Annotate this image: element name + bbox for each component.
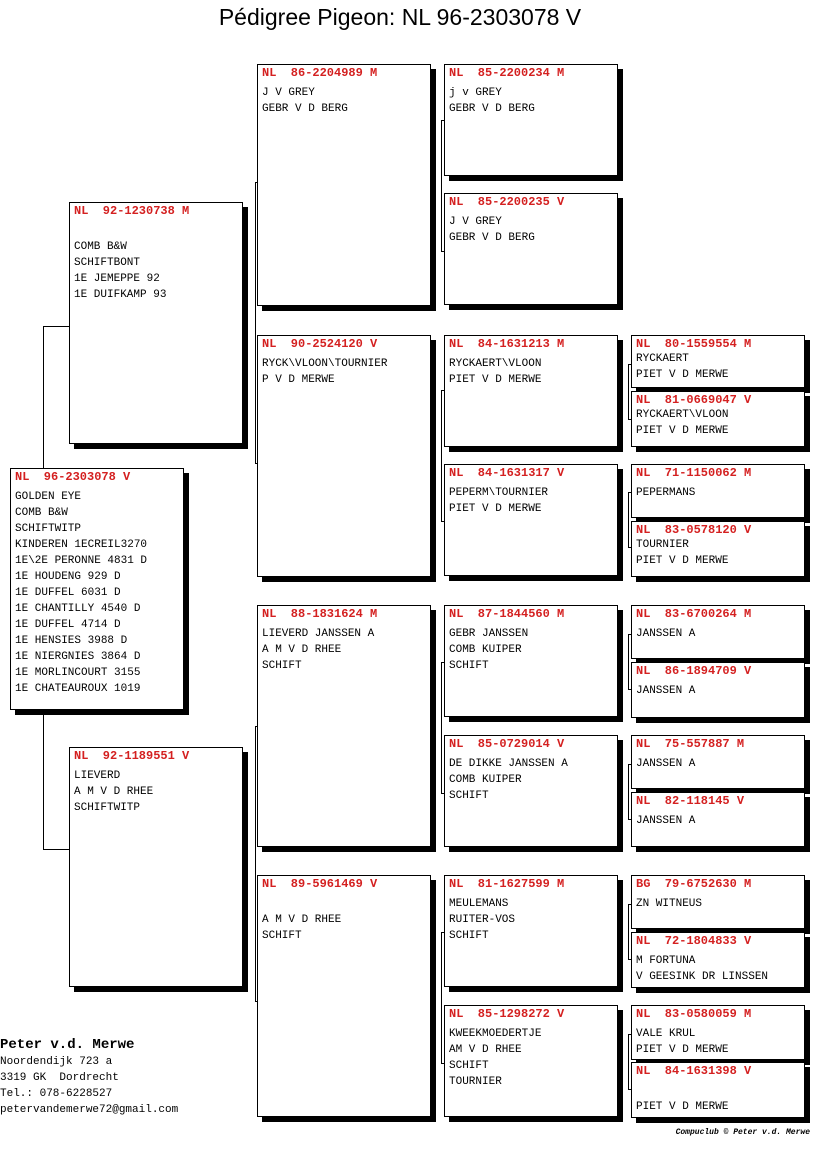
info-line: RYCKAERT\VLOON: [636, 409, 729, 421]
pigeon-card-ggp7: [444, 875, 618, 987]
ring-number: NL 72-1804833 V: [636, 934, 752, 948]
pigeon-card-g5-11: [631, 1005, 805, 1060]
info-line: PEPERM\TOURNIER: [449, 487, 549, 499]
info-line: GEBR JANSSEN: [449, 628, 529, 640]
ring-number: NL 87-1844560 M: [449, 607, 565, 621]
info-line: TOURNIER: [449, 1076, 502, 1088]
info-line: PIET V D MERWE: [449, 503, 542, 515]
owner-name: Peter v.d. Merwe: [0, 1037, 135, 1053]
info-line: J V GREY: [449, 216, 502, 228]
info-line: RYCKAERT\VLOON: [449, 358, 542, 370]
pigeon-card-ggp4: [444, 464, 618, 576]
info-line: GOLDEN EYE: [15, 491, 82, 503]
ring-number: NL 85-1298272 V: [449, 1007, 565, 1021]
pigeon-card-ggp2: [444, 193, 618, 305]
pigeon-card-gp3: [257, 605, 431, 847]
info-line: DE DIKKE JANSSEN A: [449, 758, 568, 770]
credit-text: Compuclub © Peter v.d. Merwe: [675, 1128, 810, 1137]
pigeon-card-ggp5: [444, 605, 618, 717]
info-line: 1E MORLINCOURT 3155: [15, 667, 141, 679]
pigeon-card-g5-7: [631, 735, 805, 789]
pigeon-card-gp4: [257, 875, 431, 1117]
info-line: SCHIFTWITP: [15, 523, 82, 535]
ring-number: NL 92-1230738 M: [74, 204, 190, 218]
info-line: LIEVERD: [74, 770, 121, 782]
page-title: Pédigree Pigeon: NL 96-2303078 V: [218, 4, 582, 30]
info-line: TOURNIER: [636, 539, 689, 551]
info-line: PIET V D MERWE: [636, 425, 729, 437]
info-line: M FORTUNA: [636, 955, 696, 967]
info-line: COMB KUIPER: [449, 644, 522, 656]
info-line: SCHIFT: [262, 660, 302, 672]
info-line: GEBR V D BERG: [262, 103, 348, 115]
owner-info: [0, 1036, 178, 1118]
info-line: KINDEREN 1ECREIL3270: [15, 539, 148, 551]
info-line: AM V D RHEE: [449, 1044, 522, 1056]
pigeon-card-subject: [10, 468, 184, 710]
info-line: KWEEKMOEDERTJE: [449, 1028, 542, 1040]
pigeon-card-g5-1: [631, 335, 805, 388]
owner-phone: Tel.: 078-6228527: [0, 1088, 113, 1100]
pigeon-card-g5-10: [631, 932, 805, 988]
ring-number: NL 83-0578120 V: [636, 523, 752, 537]
info-line: PIET V D MERWE: [449, 374, 542, 386]
pigeon-card-ggp1: [444, 64, 618, 176]
ring-number: NL 82-118145 V: [636, 794, 745, 808]
ring-number: NL 85-0729014 V: [449, 737, 565, 751]
ring-number: NL 92-1189551 V: [74, 749, 190, 763]
info-line: GEBR V D BERG: [449, 232, 535, 244]
info-line: JANSSEN A: [636, 628, 696, 640]
info-line: ZN WITNEUS: [636, 898, 703, 910]
info-line: RYCKAERT: [636, 353, 689, 365]
pigeon-card-g5-2: [631, 391, 805, 447]
pigeon-card-ggp8: [444, 1005, 618, 1117]
info-line: PEPERMANS: [636, 487, 696, 499]
info-line: JANSSEN A: [636, 815, 696, 827]
pigeon-card-g5-5: [631, 605, 805, 659]
info-line: PIET V D MERWE: [636, 1101, 729, 1113]
info-line: LIEVERD JANSSEN A: [262, 628, 375, 640]
info-line: A M V D RHEE: [262, 644, 342, 656]
ring-number: NL 81-0669047 V: [636, 393, 752, 407]
ring-number: BG 79-6752630 M: [636, 877, 752, 891]
pigeon-card-g5-4: [631, 521, 805, 577]
info-line: 1E\2E PERONNE 4831 D: [15, 555, 148, 567]
info-line: COMB B&W: [15, 507, 68, 519]
ring-number: NL 83-6700264 M: [636, 607, 752, 621]
info-line: V GEESINK DR LINSSEN: [636, 971, 769, 983]
pigeon-card-g5-6: [631, 662, 805, 718]
ring-number: NL 81-1627599 M: [449, 877, 565, 891]
info-line: j v GREY: [449, 87, 502, 99]
info-line: SCHIFT: [449, 660, 489, 672]
ring-number: NL 90-2524120 V: [262, 337, 378, 351]
info-line: 1E CHATEAUROUX 1019: [15, 683, 141, 695]
info-line: PIET V D MERWE: [636, 1044, 729, 1056]
info-line: 1E JEMEPPE 92: [74, 273, 160, 285]
ring-number: NL 96-2303078 V: [15, 470, 131, 484]
pigeon-card-g5-12: [631, 1062, 805, 1118]
pigeon-card-g5-3: [631, 464, 805, 518]
info-line: 1E DUFFEL 6031 D: [15, 587, 121, 599]
info-line: A M V D RHEE: [74, 786, 154, 798]
ring-number: NL 88-1831624 M: [262, 607, 378, 621]
ring-number: NL 86-2204989 M: [262, 66, 378, 80]
info-line: RYCK\VLOON\TOURNIER: [262, 358, 388, 370]
ring-number: NL 84-1631398 V: [636, 1064, 752, 1078]
info-line: MEULEMANS: [449, 898, 509, 910]
ring-number: NL 75-557887 M: [636, 737, 745, 751]
ring-number: NL 86-1894709 V: [636, 664, 752, 678]
info-line: 1E HOUDENG 929 D: [15, 571, 121, 583]
info-line: SCHIFT: [449, 930, 489, 942]
ring-number: NL 85-2200235 V: [449, 195, 565, 209]
ring-number: NL 84-1631213 M: [449, 337, 565, 351]
info-line: PIET V D MERWE: [636, 369, 729, 381]
ring-number: NL 71-1150062 M: [636, 466, 752, 480]
info-line: SCHIFTWITP: [74, 802, 141, 814]
pigeon-card-dam: [69, 747, 243, 987]
pigeon-card-ggp3: [444, 335, 618, 447]
info-line: SCHIFT: [449, 1060, 489, 1072]
info-line: SCHIFT: [262, 930, 302, 942]
info-line: SCHIFTBONT: [74, 257, 141, 269]
info-line: JANSSEN A: [636, 685, 696, 697]
ring-number: NL 85-2200234 M: [449, 66, 565, 80]
info-line: COMB KUIPER: [449, 774, 522, 786]
info-line: 1E DUFFEL 4714 D: [15, 619, 121, 631]
info-line: COMB B&W: [74, 241, 127, 253]
info-line: GEBR V D BERG: [449, 103, 535, 115]
ring-number: NL 89-5961469 V: [262, 877, 378, 891]
info-line: 1E CHANTILLY 4540 D: [15, 603, 141, 615]
ring-number: NL 80-1559554 M: [636, 337, 752, 351]
info-line: P V D MERWE: [262, 374, 335, 386]
owner-email: petervandemerwe72@gmail.com: [0, 1104, 179, 1116]
ring-number: NL 83-0580059 M: [636, 1007, 752, 1021]
ring-number: NL 84-1631317 V: [449, 466, 565, 480]
info-line: A M V D RHEE: [262, 914, 342, 926]
pigeon-card-gp1: [257, 64, 431, 306]
owner-address: Noordendijk 723 a: [0, 1056, 113, 1068]
pigeon-card-sire: [69, 202, 243, 444]
info-line: J V GREY: [262, 87, 315, 99]
info-line: 1E NIERGNIES 3864 D: [15, 651, 141, 663]
info-line: JANSSEN A: [636, 758, 696, 770]
info-line: 1E DUIFKAMP 93: [74, 289, 167, 301]
pigeon-card-ggp6: [444, 735, 618, 847]
pigeon-card-gp2: [257, 335, 431, 577]
info-line: SCHIFT: [449, 790, 489, 802]
pigeon-card-g5-8: [631, 792, 805, 847]
info-line: PIET V D MERWE: [636, 555, 729, 567]
info-line: 1E HENSIES 3988 D: [15, 635, 128, 647]
info-line: VALE KRUL: [636, 1028, 696, 1040]
pigeon-card-g5-9: [631, 875, 805, 929]
info-line: RUITER-VOS: [449, 914, 516, 926]
owner-city: 3319 GK Dordrecht: [0, 1072, 119, 1084]
